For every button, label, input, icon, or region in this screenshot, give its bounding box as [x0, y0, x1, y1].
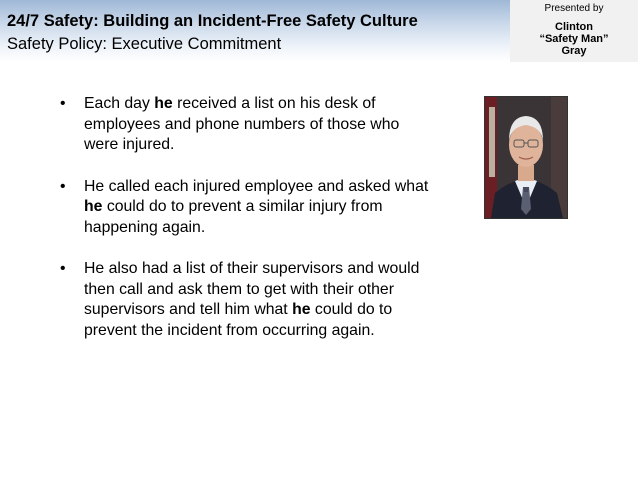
- bullet-list: [60, 94, 430, 362]
- presented-by-label: Presented by: [544, 3, 604, 14]
- portrait-illustration: [485, 97, 567, 218]
- slide-subtitle: Safety Policy: Executive Commitment: [7, 35, 282, 53]
- bullet-emphasis: he: [154, 95, 173, 112]
- bullet-item: [60, 259, 430, 341]
- executive-portrait: [484, 96, 568, 219]
- bullet-text: He called each injured employee and asked what: [84, 177, 429, 195]
- bullet-text: could do to prevent the incident from occurring again.: [84, 301, 393, 339]
- slide-title: 24/7 Safety: Building an Incident-Free Safety Culture: [7, 12, 418, 30]
- bullet-text: could do to prevent a similar injury from happening again.: [84, 198, 383, 236]
- bullet-emphasis: he: [292, 301, 311, 318]
- presenter-name: [510, 21, 638, 57]
- presenter-name-line: Gray: [561, 45, 587, 57]
- bullet-text: He also had a list of their supervisors and would then call and ask them to get with their other supervisors and tell him what: [84, 260, 420, 318]
- bullet-text: Each day: [84, 95, 155, 112]
- bullet-item: [60, 94, 430, 156]
- bullet-marker: •: [60, 95, 66, 112]
- presenter-name-line: “Safety Man”: [539, 33, 609, 45]
- bullet-emphasis: he: [84, 198, 103, 215]
- bullet-marker: •: [60, 260, 66, 277]
- bullet-item: [60, 177, 430, 239]
- slide-header: [0, 0, 510, 62]
- presenter-name-line: Clinton: [555, 21, 593, 33]
- presenter-box: [510, 0, 638, 62]
- bullet-marker: •: [60, 177, 66, 195]
- bullet-text: received a list on his desk of employees and phone numbers of those who were injured.: [84, 95, 400, 153]
